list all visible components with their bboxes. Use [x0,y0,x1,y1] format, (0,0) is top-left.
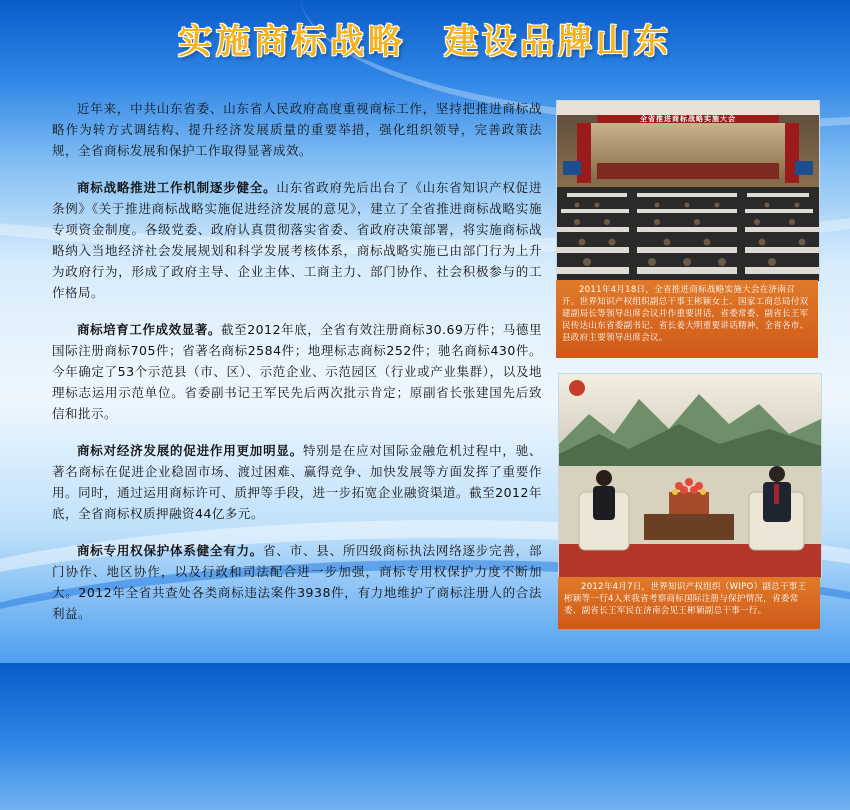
meeting-room-image [559,374,821,578]
paragraph-protection: 商标专用权保护体系健全有力。省、市、县、所四级商标执法网络逐步完善，部门协作、地区协作，以及行政和司法配合进一步加强，商标专用权保护力度不断加大。2012年全省共查处各类商标违法案件3938件，有力地维护了商标注册人的合法利益。 [52,543,542,621]
paragraph-cultivation: 商标培育工作成效显著。截至2012年底，全省有效注册商标30.69万件；马德里国际注册商标705件；省著名商标2584件；地理标志商标252件；驰名商标430件。今年确定了53个示范县（市、区）、示范企业、示范园区（行业或产业集群），以及地理标志运用示范单位。省委副书记王军民先后两次批示肯定；原副省长张建国先后致信和批示。 [52,322,542,421]
conference-photo-caption: 2011年4月18日，全省推进商标战略实施大会在济南召开。世界知识产权组织副总干事王彬颖女士、国家工商总局付双建副局长等领导出席会议并作重要讲话，省委常委、副省长王军民传达山东省委副书记、省长姜大明重要讲话精神，全省各市、县政府主要领导出席会议。 [556,280,818,358]
paragraph-intro: 近年来，中共山东省委、山东省人民政府高度重视商标工作，坚持把推进商标战略作为转方式调结构、提升经济发展质量的重要举措，强化组织领导，完善政策法规，全省商标发展和保护工作取得显著成效。 [52,101,542,158]
page-title: 实施商标战略 建设品牌山东 [178,22,672,62]
article-body [52,98,542,640]
paragraph-economy: 商标对经济发展的促进作用更加明显。特别是在应对国际金融危机过程中，驰、著名商标在促进企业稳固市场、渡过困难、赢得竞争、加快发展等方面发挥了重要作用。同时，通过运用商标许可、质押等手段，进一步拓宽企业融资渠道。截至2012年底，全省商标权质押融资44亿多元。 [52,443,542,521]
conference-photo [556,100,820,282]
paragraph-mechanism: 商标战略推进工作机制逐步健全。山东省政府先后出台了《山东省知识产权促进条例》《关于推进商标战略实施促进经济发展的意见》，建立了全省推进商标战略实施专项资金制度。各级党委、政府认真贯彻落实省委、省政府决策部署，将实施商标战略纳入当地经济社会发展规划和科学发展考核体系，商标战略实施已由部门行为上升为政府行为，形成了政府主导、企业主体、工商主力、部门协作、社会积极参与的工作格局。 [52,180,542,300]
conference-hall-image [557,101,819,281]
meeting-photo [558,373,822,579]
conference-banner-text: 全省推进商标战略实施大会 [640,115,736,123]
meeting-photo-caption: 2012年4月7日，世界知识产权组织（WIPO）副总干事王彬颖等一行4人来我省考察商标国际注册与保护情况，省委常委、副省长王军民在济南会见王彬颖副总干事一行。 [558,577,820,629]
